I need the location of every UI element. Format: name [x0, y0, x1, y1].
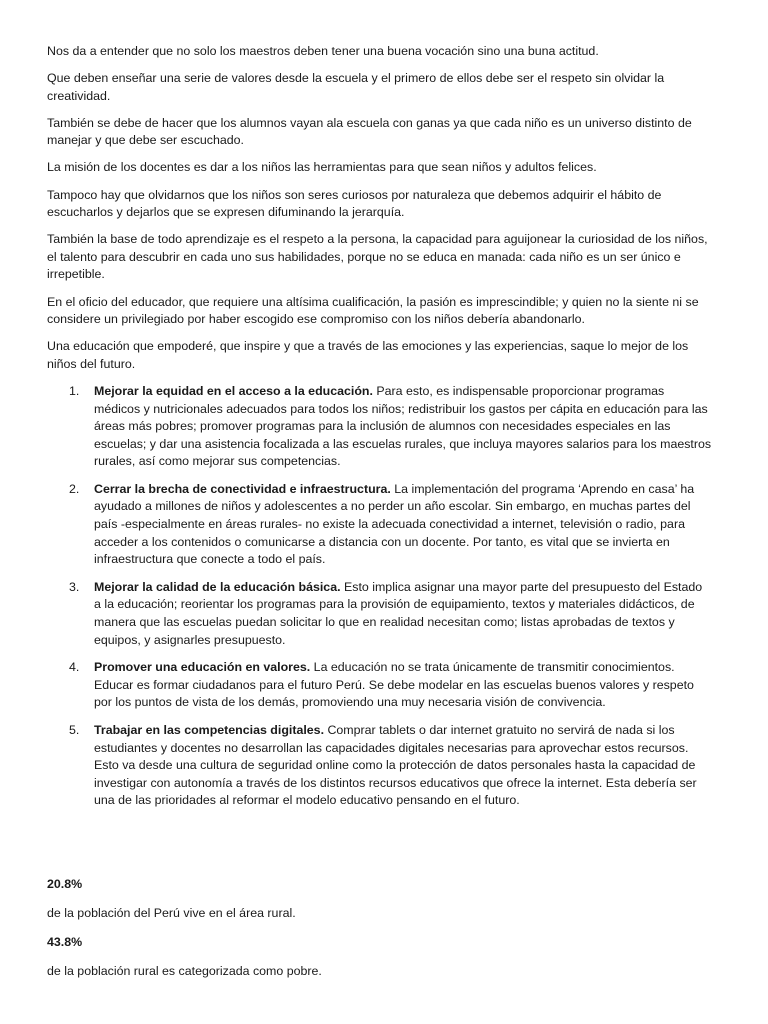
list-item-heading: Mejorar la calidad de la educación básica. — [94, 579, 341, 594]
list-item-heading: Mejorar la equidad en el acceso a la educación. — [94, 383, 373, 398]
list-item — [47, 579, 712, 649]
list-number: 4. — [69, 660, 80, 675]
paragraph: Una educación que empoderé, que inspire y que a través de las emociones y las experiencias, saque lo mejor de los niños del futuro. — [47, 339, 689, 371]
list-item-text: Para esto, es indispensable proporcionar programas médicos y nutricionales adecuados para todos los niños; redistribuir los gastos per cápita en educación para las áreas más pobres; promover programas para la inclusión de alumnos con necesidades especiales en las escuelas; y dar una asistencia focalizada a las escuelas rurales, que incluya mayores salarios para los maestros rurales, así como mejorar sus competencias. — [94, 383, 712, 469]
stat-value: 43.8% — [47, 935, 83, 950]
paragraph: Tampoco hay que olvidarnos que los niños son seres curiosos por naturaleza que debemos adquirir el hábito de escucharlos y dejarlos que se expresen difuminando la jerarquía. — [47, 187, 662, 220]
paragraph: También la base de todo aprendizaje es el respeto a la persona, la capacidad para aguijonear la curiosidad de los niños, el talento para descubrir en cada uno sus habilidades, porque no se educa en manada: cada niño es un ser único e irrepetible. — [47, 232, 708, 282]
list-item-text: Comprar tablets o dar internet gratuito no servirá de nada si los estudiantes y docentes no desarrollan las capacidades digitales necesarias para aprovechar estos recursos. Esto va desde una cultura de seguridad online como la protección de datos personales hasta la capacidad de investigar con autonomía a través de los distintos recursos educativos que ofrece la internet. Esta debería ser una de las prioridades al reformar el modelo educativo pensando en el futuro. — [94, 723, 697, 808]
list-number: 1. — [69, 383, 80, 398]
list-item-heading: Promover una educación en valores. — [94, 660, 311, 675]
list-number: 2. — [69, 481, 80, 496]
list-item-heading: Cerrar la brecha de conectividad e infraestructura. — [94, 481, 391, 496]
stat-label: de la población rural es categorizada como pobre. — [47, 964, 322, 979]
paragraph: En el oficio del educador, que requiere una altísima cualificación, la pasión es imprescindible; y quien no la siente ni se considere un privilegiado por haber escogido ese compromiso con los niños debería abandonarlo. — [47, 294, 699, 327]
stat-label: de la población del Perú vive en el área rural. — [47, 906, 296, 921]
list-item — [47, 481, 712, 569]
list-number: 5. — [69, 723, 80, 737]
stat-value: 20.8% — [47, 877, 83, 891]
paragraph: Nos da a entender que no solo los maestros deben tener una buena vocación sino una buna actitud. — [47, 44, 599, 58]
body-paragraphs — [47, 43, 712, 373]
list-item-text: Esto implica asignar una mayor parte del presupuesto del Estado a la educación; reorientar los programas para la provisión de equipamiento, textos y materiales didácticos, de manera que las escuelas puedan solicitar lo que en realidad necesitan como; listas aprobadas de textos y equipos, y asignarles presupuesto. — [94, 579, 703, 647]
paragraph: Que deben enseñar una serie de valores desde la escuela y el primero de ellos debe ser el respeto sin olvidar la creatividad. — [47, 71, 665, 103]
list-item-text: La educación no se trata únicamente de transmitir conocimientos. Educar es formar ciudadanos para el futuro Perú. Se debe modelar en las escuelas buenos valores y respeto por los puntos de vista de los demás, promoviendo una muy necesaria visión de convivencia. — [94, 660, 694, 710]
list-item — [47, 383, 712, 471]
list-item — [47, 722, 712, 810]
list-number: 3. — [69, 579, 80, 594]
statistics-block — [47, 876, 322, 992]
numbered-list — [47, 383, 712, 810]
list-item — [47, 659, 712, 712]
paragraph: También se debe de hacer que los alumnos vayan ala escuela con ganas ya que cada niño es un universo distinto de manejar y que debe ser escuchado. — [47, 115, 692, 148]
paragraph: La misión de los docentes es dar a los niños las herramientas para que sean niños y adultos felices. — [47, 160, 597, 175]
list-item-text: La implementación del programa ‘Aprendo en casa’ ha ayudado a millones de niños y adolescentes a no perder un año escolar. Sin embargo, en muchas partes del país -especialmente en áreas rurales- no existe la adecuada conectividad a internet, televisión o radio, para acceder a los contenidos o comunicarse a distancia con un docente. Por tanto, es vital que se invierta en infraestructura que conecte a todo el país. — [94, 481, 695, 567]
list-item-heading: Trabajar en las competencias digitales. — [94, 723, 325, 737]
